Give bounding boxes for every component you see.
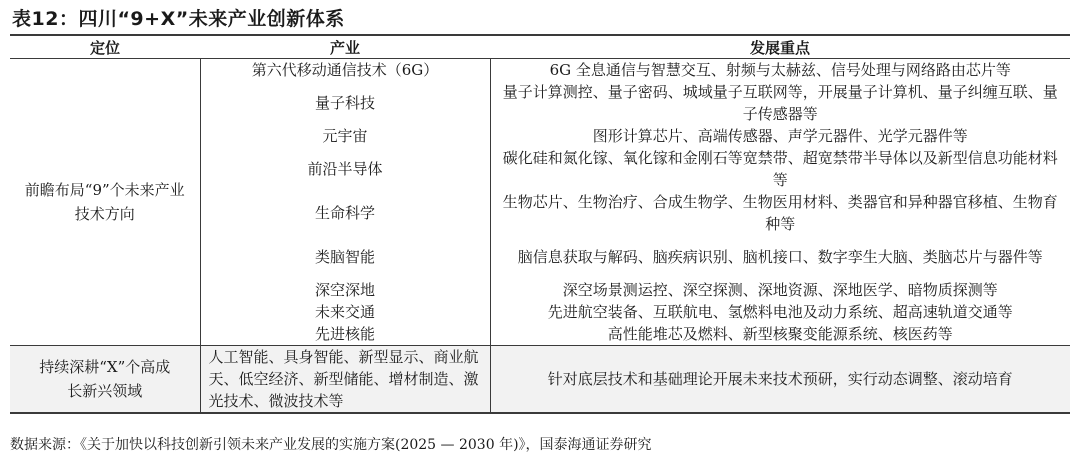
group1-label: 前瞻布局“9”个未来产业技术方向 xyxy=(10,59,200,346)
header-focus: 发展重点 xyxy=(490,35,1070,59)
industry-cell: 人工智能、具身智能、新型显示、商业航天、低空经济、新型储能、增材制造、激光技术、微波技术等 xyxy=(200,346,490,414)
group2-label: 持续深耕“X”个高成长新兴领域 xyxy=(10,346,200,414)
focus-cell: 深空场景测运控、深空探测、深地资源、深地医学、暗物质探测等 xyxy=(490,279,1070,301)
table-row xyxy=(10,346,1070,414)
industry-table xyxy=(10,34,1070,414)
industry-cell: 未来交通 xyxy=(314,303,375,321)
focus-cell: 图形计算芯片、高端传感器、声学元器件、光学元器件等 xyxy=(490,125,1070,147)
focus-cell: 高性能堆芯及燃料、新型核聚变能源系统、核医药等 xyxy=(490,323,1070,346)
source-note: 数据来源：《关于加快以科技创新引领未来产业发展的实施方案(2025 — 2030 年)》，国泰海通证券研究 xyxy=(10,437,652,453)
industry-cell: 先进核能 xyxy=(314,325,375,343)
focus-cell: 先进航空装备、互联航电、氢燃料电池及动力系统、超高速轨道交通等 xyxy=(490,301,1070,323)
header-industry: 产业 xyxy=(200,35,490,59)
header-positioning: 定位 xyxy=(10,35,200,59)
focus-cell: 生物芯片、生物治疗、合成生物学、生物医用材料、类器官和异种器官移植、生物育种等 xyxy=(490,191,1070,235)
industry-cell: 元宇宙 xyxy=(322,127,368,145)
focus-cell: 6G 全息通信与智慧交互、射频与太赫兹、信号处理与网络路由芯片等 xyxy=(490,59,1070,82)
table-title: 表12：四川“9+X”未来产业创新体系 xyxy=(12,8,345,30)
industry-cell: 前沿半导体 xyxy=(307,160,383,178)
table-row xyxy=(10,59,1070,82)
industry-cell: 类脑智能 xyxy=(314,248,375,266)
header-row xyxy=(10,35,1070,59)
focus-cell: 量子计算测控、量子密码、城域量子互联网等，开展量子计算机、量子纠缠互联、量子传感器等 xyxy=(490,81,1070,125)
focus-cell: 碳化硅和氮化镓、氧化镓和金刚石等宽禁带、超宽禁带半导体以及新型信息功能材料等 xyxy=(490,147,1070,191)
industry-cell: 生命科学 xyxy=(314,204,375,222)
focus-cell: 针对底层技术和基础理论开展未来技术预研，实行动态调整、滚动培育 xyxy=(490,346,1070,414)
industry-cell: 量子科技 xyxy=(314,94,375,112)
focus-cell: 脑信息获取与解码、脑疾病识别、脑机接口、数字孪生大脑、类脑芯片与器件等 xyxy=(490,235,1070,279)
industry-cell: 深空深地 xyxy=(314,281,375,299)
industry-cell: 第六代移动通信技术（6G） xyxy=(251,61,439,79)
